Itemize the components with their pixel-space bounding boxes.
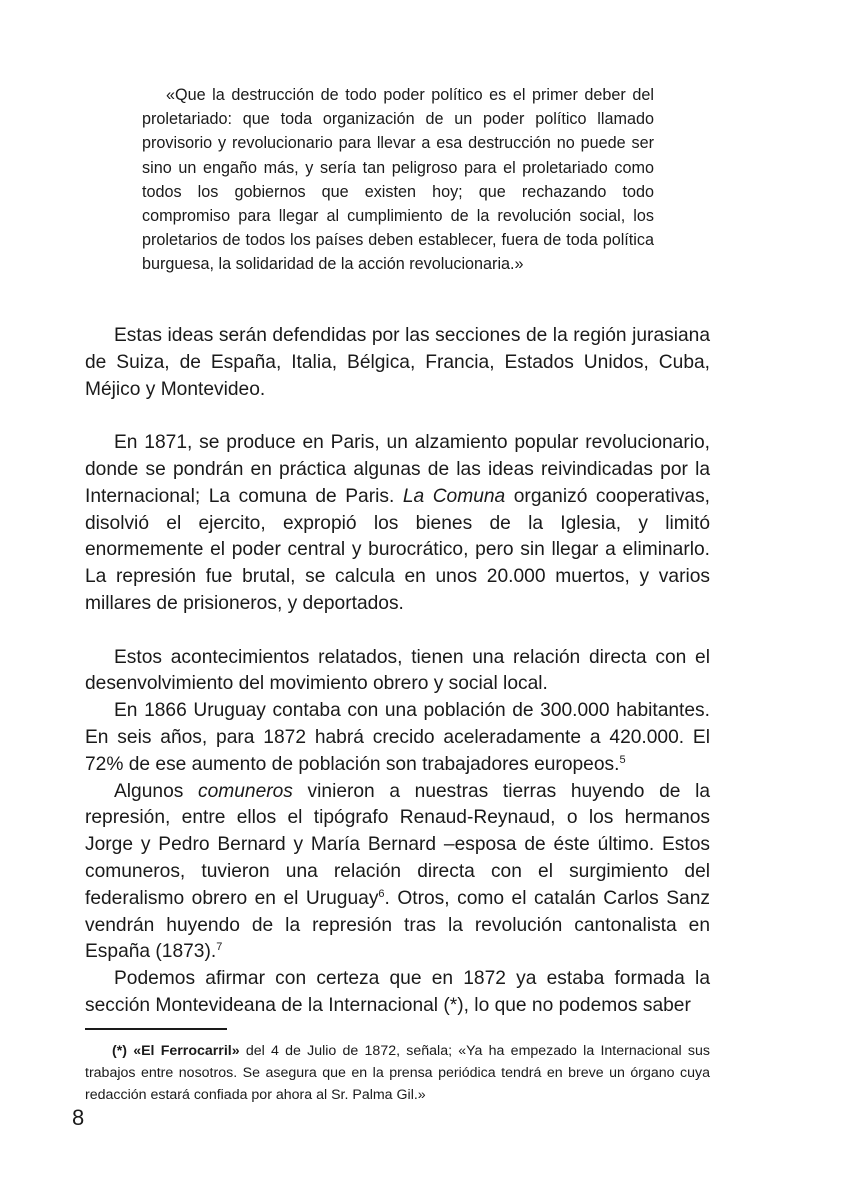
italic-term-la-comuna: La Comuna [402,485,506,507]
paragraph-text: En 1866 Uruguay contaba con una población de 300.000 habitantes. En seis años, para 1872 habrá crecido aceleradamente a 420.000. El 72% de ese aumento de población son trabajadores europeos. [85,700,710,775]
footnote-source: (*) «El Ferrocarril» [112,1043,240,1059]
body-text [85,323,710,1020]
paragraph-text: . Otros, como el catalán Carlos Sanz vendrán huyendo de la represión tras la revolución cantonalista en España (1873). [85,887,710,963]
page-number: 8 [72,1105,85,1130]
footnote-divider [85,1028,227,1030]
block-quote [142,83,654,277]
quote-paragraph: «Que la destrucción de todo poder político es el primer deber del proletariado: que toda organización de un poder político llamado provisorio y revolucionario para llevar a esa destrucción no puede ser sino un engaño más, y sería tan peligroso para el proletariado como todos los gobiernos que existen hoy; que rechazando todo compromiso para llegar al cumplimiento de la revolución social, los proletarios de todos los países deben establecer, fuera de toda política burguesa, la solidaridad de la acción revolucionaria.» [142,86,654,274]
paragraph-text: Algunos [114,780,198,802]
paragraph-montevideo-section: Podemos afirmar con certeza que en 1872 ya estaba formada la sección Montevideana de la Internacional (*), lo que no podemos saber [85,968,710,1016]
footnote-ref-6: 6 [378,887,385,900]
footnote-ref-5: 5 [619,753,626,766]
paragraph-text: vinieron a nuestras tierras huyendo de la represión, entre ellos el tipógrafo Renaud-Reynaud, o los hermanos Jorge y Pedro Bernard y María Bernard –esposa de éste último. Estos comuneros, tuvieron una relación directa con el surgimiento del federalismo obrero en el Uruguay [85,780,711,909]
paragraph-ideas-defended: Estas ideas serán defendidas por las secciones de la región jurasiana de Suiza, de España, Italia, Bélgica, Francia, Estados Unidos, Cuba, Méjico y Montevideo. [85,325,710,400]
paragraph-text: En 1871, se produce en Paris, un alzamiento popular revolucionario, donde se pondrán en práctica algunas de las ideas reivindicadas por la Internacional; La comuna de Paris. [85,432,710,507]
footnote-paragraph [85,1040,710,1106]
paragraph-uruguay-population [85,698,710,778]
footnote-text: del 4 de Julio de 1872, señala; «Ya ha empezado la Internacional sus trabajos entre nosotros. Se asegura que en la prensa periódica tendrá en breve un órgano cuya redacción estará confiada por ahora al Sr. Palma Gil.» [85,1043,710,1103]
italic-term-comuneros: comuneros [197,780,293,802]
paragraph-events-relation: Estos acontecimientos relatados, tienen una relación directa con el desenvolvimiento del movimiento obrero y social local. [85,646,710,695]
footnote [85,1040,710,1106]
paragraph-comuneros [85,779,710,967]
footnote-ref-7: 7 [216,941,223,954]
paragraph-text: organizó cooperativas, disolvió el ejercito, expropió los bienes de la Iglesia, y limitó enormemente el poder central y burocrático, pero sin llegar a eliminarlo. La represión fue brutal, se calcula en unos 20.000 muertos, y varios millares de prisioneros, y deportados. [85,485,711,614]
paragraph-paris-commune [85,430,710,618]
